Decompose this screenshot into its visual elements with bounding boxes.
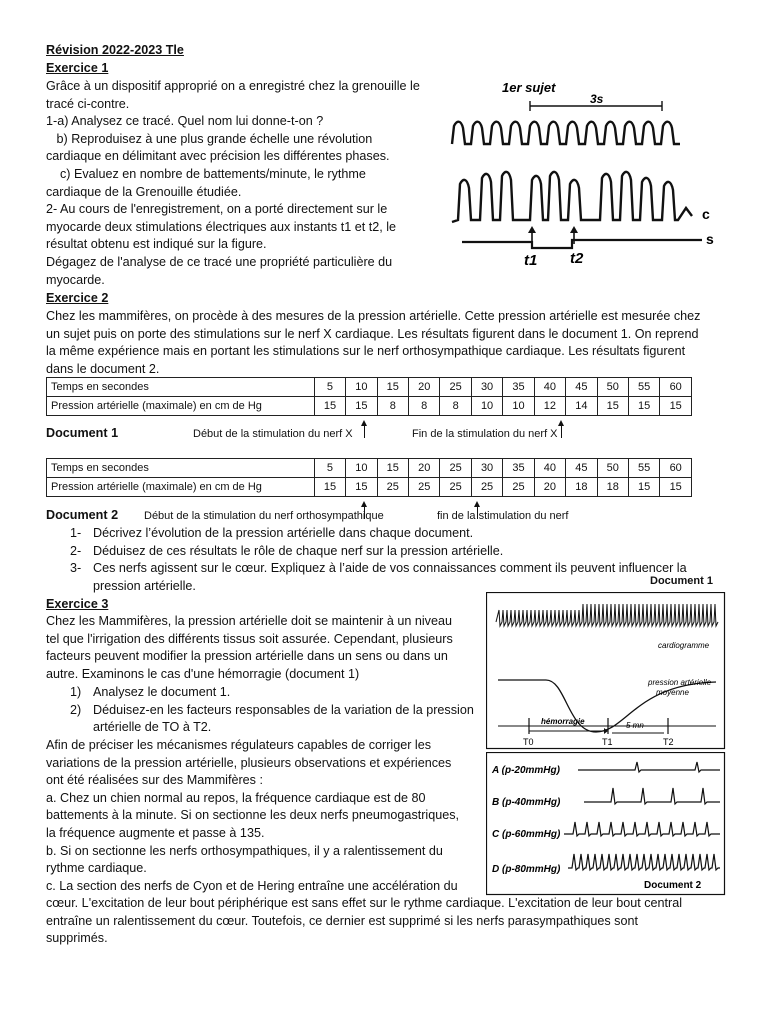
- t2-arrowhead: [570, 226, 578, 233]
- pressure-cell: 15: [660, 397, 692, 416]
- duration-label: 5 mn: [626, 721, 644, 730]
- ex2-intro-line: la même expérience mais en portant les stimulations sur le nerf orthosympathique cardiaque. Les résultats figurent: [46, 344, 686, 359]
- doc1-start-caption: Début de la stimulation du nerf X: [193, 428, 353, 440]
- exercise-3-title: Exercice 3: [46, 597, 109, 611]
- ex3-body-line: ont été réalisées sur des Mammifères :: [46, 773, 263, 788]
- ecg-traces-figure: [486, 752, 726, 896]
- label-s: s: [706, 231, 714, 247]
- pressure-cell: 8: [409, 397, 440, 416]
- pressure-cell: 14: [566, 397, 597, 416]
- ex1-line: cardiaque en délimitant avec précision les différentes phases.: [46, 149, 390, 164]
- exercise-3-intro: [46, 613, 453, 683]
- ex3-q1-text: Analysez le document 1.: [93, 685, 231, 699]
- pressure-cell: 18: [597, 478, 628, 497]
- time-cell: 50: [597, 459, 628, 478]
- ex2-q3-text-cont: pression artérielle.: [93, 579, 196, 593]
- time-cell: 55: [628, 459, 659, 478]
- cardiogram-trace-1: [452, 122, 680, 144]
- trace-c-label: C (p-60mmHg): [492, 829, 561, 840]
- ex3-q2-text: Déduisez-en les facteurs responsables de la variation de la pression: [93, 703, 474, 717]
- document-2-label: Document 2: [46, 508, 119, 522]
- ex2-q2-num: 2-: [70, 544, 82, 558]
- ex2-intro-line: un sujet puis on porte des stimulations sur le nerf X cardiaque. Les résultats figurent dans le document 1. On reprend: [46, 326, 699, 341]
- label-t2: t2: [570, 250, 584, 267]
- table-row-pressure: [47, 478, 692, 497]
- ex1-line: résultat obtenu est indiqué sur la figure.: [46, 237, 267, 252]
- stimulation-trace: [462, 240, 702, 248]
- t1-arrowhead: [528, 226, 536, 233]
- doc2-end-arrowhead: [474, 501, 480, 507]
- ex3-q1-num: 1): [70, 685, 82, 699]
- time-cell: 35: [503, 378, 534, 397]
- ex3-q2-num: 2): [70, 703, 82, 717]
- time-cell: 5: [314, 378, 345, 397]
- pressure-cell: 15: [346, 478, 377, 497]
- time-cell: 25: [440, 459, 471, 478]
- ex3-body-line: la fréquence augmente et passe à 135.: [46, 825, 265, 840]
- ex1-line: myocarde deux stimulations électriques aux instants t1 et t2, le: [46, 219, 397, 234]
- ex3-body-line: rythme cardiaque.: [46, 861, 147, 876]
- table-row-time: [47, 459, 692, 478]
- hemorrhage-label: hémorragie: [541, 717, 585, 726]
- ex1-line: c) Evaluez en nombre de battements/minute, le rythme: [46, 166, 366, 181]
- ex3-full-line: entraîne un ralentissement du cœur. Toutefois, ce dernier est supprimé si les nerfs parasympathiques sont: [46, 913, 638, 928]
- exercise-1-title: Exercice 1: [46, 61, 109, 75]
- document-title: Révision 2022-2023 Tle: [46, 43, 184, 57]
- ex3-intro-line: autre. Examinons le cas d'une hémorragie (document 1): [46, 666, 360, 681]
- pressure-cell: 15: [346, 397, 377, 416]
- time-cell: 60: [660, 378, 692, 397]
- ex3-full-line: supprimés.: [46, 931, 108, 946]
- time-cell: 45: [566, 459, 597, 478]
- time-cell: 20: [409, 459, 440, 478]
- pressure-cell: 25: [471, 478, 502, 497]
- time-cell: 40: [534, 378, 565, 397]
- figure-top-label: 1er sujet: [502, 80, 556, 95]
- ex3-intro-line: Chez les Mammifères, la pression artérielle doit se maintenir à un niveau: [46, 614, 452, 628]
- table-row-time: [47, 378, 692, 397]
- exercise-3-full-width: [46, 895, 682, 948]
- pressure-row-label: Pression artérielle (maximale) en cm de Hg: [47, 397, 315, 416]
- exercise-1-text: [46, 78, 420, 289]
- scale-label: 3s: [590, 92, 604, 106]
- doc1-end-arrowhead: [558, 420, 564, 426]
- time-cell: 30: [471, 459, 502, 478]
- ex1-line: myocarde.: [46, 272, 105, 287]
- pressure-cell: 15: [628, 478, 659, 497]
- pressure-cell: 25: [409, 478, 440, 497]
- trace-a-label: A (p-20mmHg): [492, 765, 560, 776]
- ex3-intro-line: facteurs peuvent modifier la pression artérielle dans un sens ou dans un: [46, 649, 448, 664]
- ex2-q1-num: 1-: [70, 526, 82, 540]
- t2-label: T2: [663, 737, 674, 747]
- t0-label: T0: [523, 737, 534, 747]
- frog-cardiogram-figure: [440, 74, 730, 270]
- pressure-cell: 25: [503, 478, 534, 497]
- ex3-doc2-label: Document 2: [644, 880, 702, 891]
- ex2-q2-text: Déduisez de ces résultats le rôle de chaque nerf sur la pression artérielle.: [93, 544, 504, 558]
- ex1-line: b) Reproduisez à une plus grande échelle une révolution: [46, 131, 373, 146]
- ex1-line: 2- Au cours de l'enregistrement, on a porté directement sur le: [46, 202, 388, 217]
- trace-b-label: B (p-40mmHg): [492, 797, 561, 808]
- pressure-cell: 10: [503, 397, 534, 416]
- exercise-2-intro: [46, 308, 700, 378]
- hemorrhage-figure: [486, 592, 726, 750]
- doc1-start-arrowhead: [361, 420, 367, 426]
- t1-label: T1: [602, 737, 613, 747]
- time-row-label: Temps en secondes: [47, 378, 315, 397]
- pressure-cell: 10: [471, 397, 502, 416]
- doc2-start-caption: Début de la stimulation du nerf orthosympathique: [144, 510, 384, 522]
- time-row-label: Temps en secondes: [47, 459, 315, 478]
- time-cell: 5: [314, 459, 345, 478]
- document-1-label: Document 1: [46, 426, 119, 440]
- doc2-start-arrowhead: [361, 501, 367, 507]
- exercise-2-title: Exercice 2: [46, 291, 109, 305]
- pressure-cell: 18: [566, 478, 597, 497]
- ex2-q3-num: 3-: [70, 561, 82, 575]
- cardiogram-label: cardiogramme: [658, 641, 710, 650]
- ex2-q1-text: Décrivez l’évolution de la pression artérielle dans chaque document.: [93, 526, 474, 540]
- time-cell: 50: [597, 378, 628, 397]
- pressure-cell: 15: [597, 397, 628, 416]
- exercise-3-body: [46, 737, 459, 895]
- document-1-table: [46, 377, 692, 416]
- document-2-table: [46, 458, 692, 497]
- table-row-pressure: [47, 397, 692, 416]
- time-cell: 10: [346, 459, 377, 478]
- ex1-line: cardiaque de la Grenouille étudiée.: [46, 184, 242, 199]
- pressure-cell: 15: [628, 397, 659, 416]
- time-cell: 35: [503, 459, 534, 478]
- pressure-cell: 15: [314, 397, 345, 416]
- doc1-end-caption: Fin de la stimulation du nerf X: [412, 428, 558, 440]
- ex3-body-line: a. Chez un chien normal au repos, la fréquence cardiaque est de 80: [46, 790, 426, 805]
- time-cell: 45: [566, 378, 597, 397]
- pressure-label-1: pression artérielle: [648, 678, 712, 687]
- ex3-body-line: c. La section des nerfs de Cyon et de Hering entraîne une accélération du: [46, 878, 458, 893]
- pressure-cell: 15: [660, 478, 692, 497]
- pressure-label-2: moyenne: [656, 688, 689, 697]
- time-cell: 15: [377, 459, 408, 478]
- doc1-start-arrow: [364, 424, 365, 438]
- time-cell: 25: [440, 378, 471, 397]
- ex1-line: tracé ci-contre.: [46, 96, 130, 111]
- ex2-intro-line: Chez les mammifères, on procède à des mesures de la pression artérielle. Cette pression artérielle est mesurée chez: [46, 309, 701, 323]
- time-cell: 20: [409, 378, 440, 397]
- ex3-q2-text-cont: artérielle de TO à T2.: [93, 720, 212, 734]
- doc1-end-arrow: [561, 424, 562, 438]
- ex3-intro-line: tel que l'irrigation des différents tissus soit assurée. Cependant, plusieurs: [46, 631, 453, 646]
- cardiogram-trace-2: [452, 172, 692, 222]
- pressure-cell: 8: [377, 397, 408, 416]
- pressure-cell: 15: [314, 478, 345, 497]
- time-cell: 15: [377, 378, 408, 397]
- ex3-body-line: variations de la pression artérielle, plusieurs observations et expériences: [46, 755, 452, 770]
- time-cell: 40: [534, 459, 565, 478]
- time-cell: 30: [471, 378, 502, 397]
- pressure-cell: 25: [440, 478, 471, 497]
- pressure-cell: 20: [534, 478, 565, 497]
- ex3-full-line: cœur. L'excitation de leur bout périphérique est sans effet sur le rythme cardiaque. L'excitation de leur bout central: [46, 896, 683, 910]
- time-cell: 55: [628, 378, 659, 397]
- trace-d-label: D (p-80mmHg): [492, 864, 561, 875]
- pressure-cell: 8: [440, 397, 471, 416]
- ex2-intro-line: dans le document 2.: [46, 361, 160, 376]
- ex1-line: Grâce à un dispositif approprié on a enregistré chez la grenouille le: [46, 79, 420, 93]
- doc2-end-caption: fin de la stimulation du nerf: [437, 510, 569, 522]
- pressure-row-label: Pression artérielle (maximale) en cm de Hg: [47, 478, 315, 497]
- ex3-body-line: b. Si on sectionne les nerfs orthosympathiques, il y a ralentissement du: [46, 843, 443, 858]
- time-cell: 10: [346, 378, 377, 397]
- label-t1: t1: [524, 252, 538, 269]
- ex3-body-line: battements à la minute. Si on sectionne les deux nerfs pneumogastriques,: [46, 808, 460, 823]
- time-cell: 60: [660, 459, 692, 478]
- ex3-doc1-label: Document 1: [650, 575, 713, 587]
- ex3-body-line: Afin de préciser les mécanismes régulateurs capables de corriger les: [46, 738, 431, 752]
- ex2-q3-text: Ces nerfs agissent sur le cœur. Expliquez à l’aide de vos connaissances comment ils peuvent influencer la: [93, 561, 687, 575]
- ex1-line: 1-a) Analysez ce tracé. Quel nom lui donne-t-on ?: [46, 114, 324, 129]
- label-c: c: [702, 206, 710, 222]
- pressure-cell: 25: [377, 478, 408, 497]
- pressure-cell: 12: [534, 397, 565, 416]
- ex1-line: Dégagez de l'analyse de ce tracé une propriété particulière du: [46, 254, 393, 269]
